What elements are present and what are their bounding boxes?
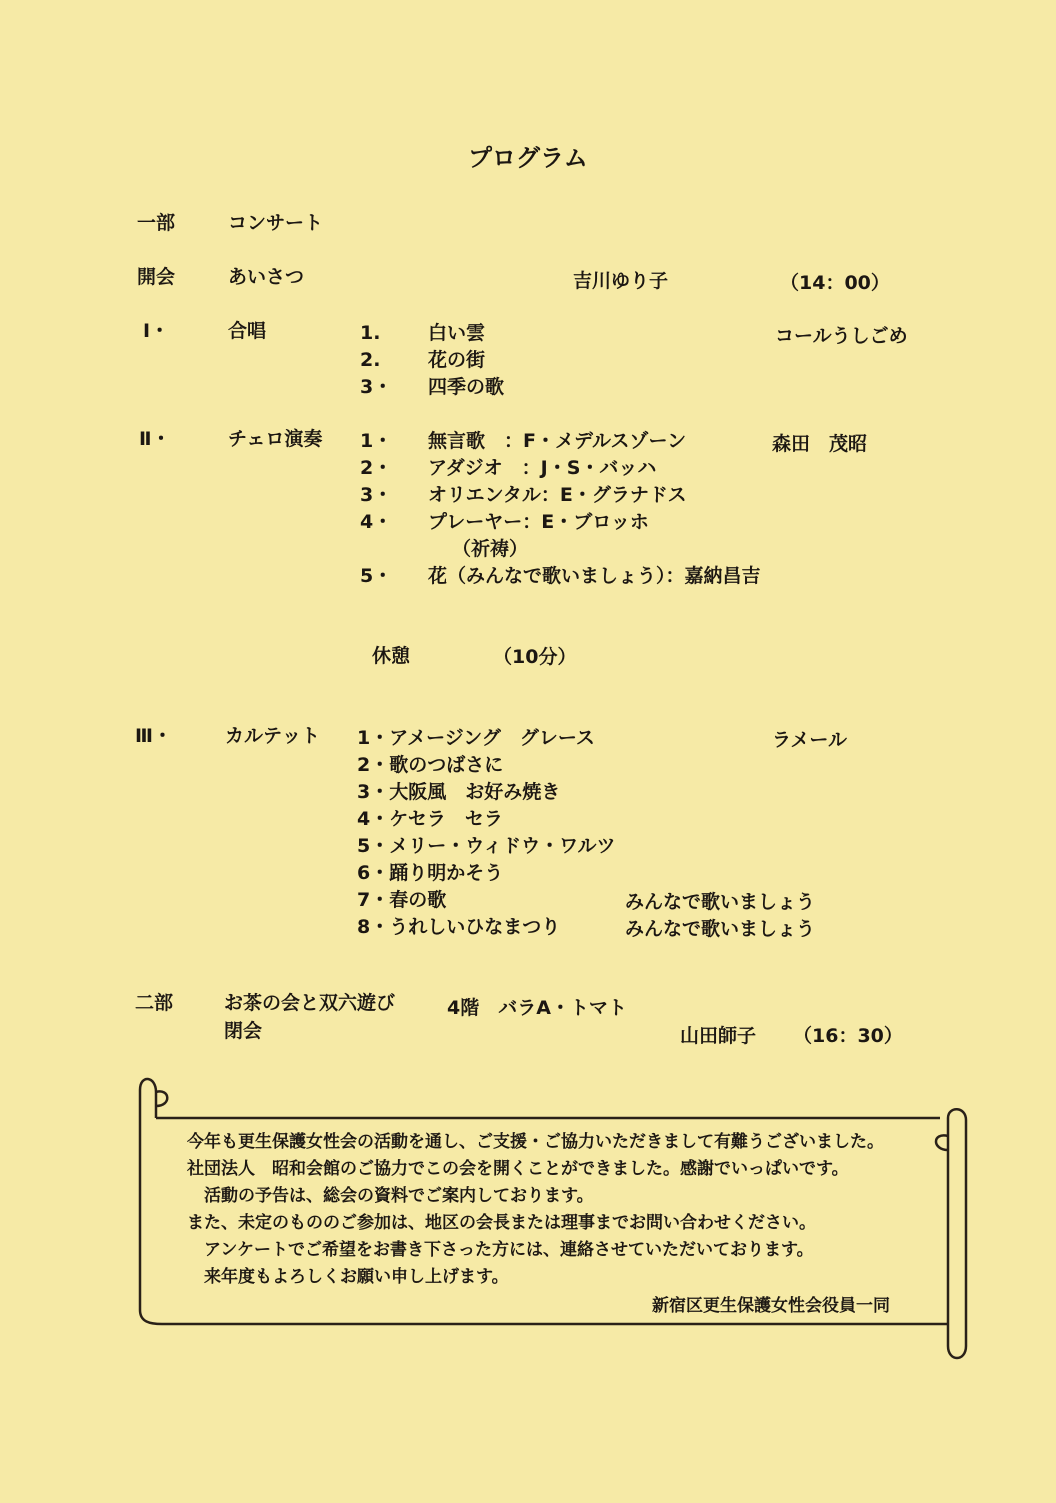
section2-numeral: Ⅱ・ bbox=[139, 428, 171, 450]
break-label: 休憩 bbox=[372, 645, 411, 667]
section3-item-title: 6・踊り明かそう bbox=[357, 862, 504, 884]
section1-numeral: Ⅰ・ bbox=[143, 320, 170, 342]
section1-item-title: 四季の歌 bbox=[428, 376, 505, 398]
section3-item-note: みんなで歌いましょう bbox=[625, 891, 816, 913]
page-title: プログラム bbox=[468, 144, 588, 172]
section1-item-no: 1. bbox=[360, 322, 381, 344]
section2-item-title: 花（みんなで歌いましょう）：嘉納昌吉 bbox=[428, 565, 761, 587]
section3-item-title: 1・アメージング グレース bbox=[357, 727, 595, 749]
message-signature: 新宿区更生保護女性会役員一同 bbox=[652, 1296, 890, 1316]
part1-label: 一部 bbox=[137, 212, 176, 234]
message-line: また、未定のもののご参加は、地区の会長または理事までお問い合わせください。 bbox=[187, 1213, 816, 1233]
section2-item-title: 無言歌 ：F・メデルスゾーン bbox=[428, 430, 687, 452]
opening-person: 吉川ゆり子 bbox=[573, 270, 669, 292]
section2-item-no: 5・ bbox=[360, 565, 393, 587]
section3-item-title: 8・うれしいひなまつり bbox=[357, 916, 561, 938]
opening-time: （14：00） bbox=[780, 272, 890, 294]
section2-item-no: 4・ bbox=[360, 511, 393, 533]
section3-item-title: 3・大阪風 お好み焼き bbox=[357, 781, 561, 803]
section2-item-no: 1・ bbox=[360, 430, 393, 452]
section1-item-title: 花の街 bbox=[428, 349, 486, 371]
part1-name: コンサート bbox=[228, 212, 324, 234]
section3-item-title: 2・歌のつばさに bbox=[357, 754, 504, 776]
section3-performer: ラメール bbox=[772, 729, 848, 751]
part2-venue: 4階 バラA・トマト bbox=[447, 997, 627, 1019]
message-line: 今年も更生保護女性会の活動を通し、ご支援・ご協力いただきまして有難うございました。 bbox=[187, 1132, 884, 1152]
section3-name: カルテット bbox=[225, 725, 321, 747]
message-line: アンケートでご希望をお書き下さった方には、連絡させていただいております。 bbox=[187, 1240, 814, 1260]
section2-item-no: 2・ bbox=[360, 457, 393, 479]
part2-person: 山田師子 bbox=[680, 1025, 757, 1047]
part2-name: お茶の会と双六遊び bbox=[224, 992, 396, 1014]
section1-name: 合唱 bbox=[228, 320, 267, 342]
section1-item-title: 白い雲 bbox=[428, 322, 486, 344]
section1-item-no: 3・ bbox=[360, 376, 393, 398]
section1-item-no: 2. bbox=[360, 349, 381, 371]
section3-item-note: みんなで歌いましょう bbox=[625, 918, 816, 940]
section3-item-title: 5・メリー・ウィドウ・ワルツ bbox=[357, 835, 616, 857]
part2-label: 二部 bbox=[135, 992, 174, 1014]
section1-performer: コールうしごめ bbox=[775, 325, 908, 347]
section2-item-title: オリエンタル：E・グラナドス bbox=[428, 484, 687, 506]
opening-label: 開会 bbox=[137, 266, 176, 288]
part2-time: （16：30） bbox=[793, 1025, 903, 1047]
section2-item-title: プレーヤー：E・ブロッホ bbox=[428, 511, 649, 533]
section2-performer: 森田 茂昭 bbox=[772, 433, 868, 455]
break-duration: （10分） bbox=[493, 646, 577, 668]
section2-item-no: 3・ bbox=[360, 484, 393, 506]
message-line: 活動の予告は、総会の資料でご案内しております。 bbox=[187, 1186, 594, 1206]
message-line: 社団法人 昭和会館のご協力でこの会を開くことができました。感謝でいっぱいです。 bbox=[187, 1159, 849, 1179]
section3-item-title: 4・ケセラ セラ bbox=[357, 808, 503, 830]
message-line: 来年度もよろしくお願い申し上げます。 bbox=[187, 1267, 509, 1287]
section2-name: チェロ演奏 bbox=[228, 428, 323, 450]
opening-item: あいさつ bbox=[228, 266, 305, 288]
section3-item-title: 7・春の歌 bbox=[357, 889, 447, 911]
section2-item4-subtitle: （祈祷） bbox=[452, 538, 529, 560]
section3-numeral: Ⅲ・ bbox=[135, 725, 172, 747]
part2-closing: 閉会 bbox=[224, 1020, 263, 1042]
section2-item-title: アダジオ ：J・S・バッハ bbox=[428, 457, 657, 479]
